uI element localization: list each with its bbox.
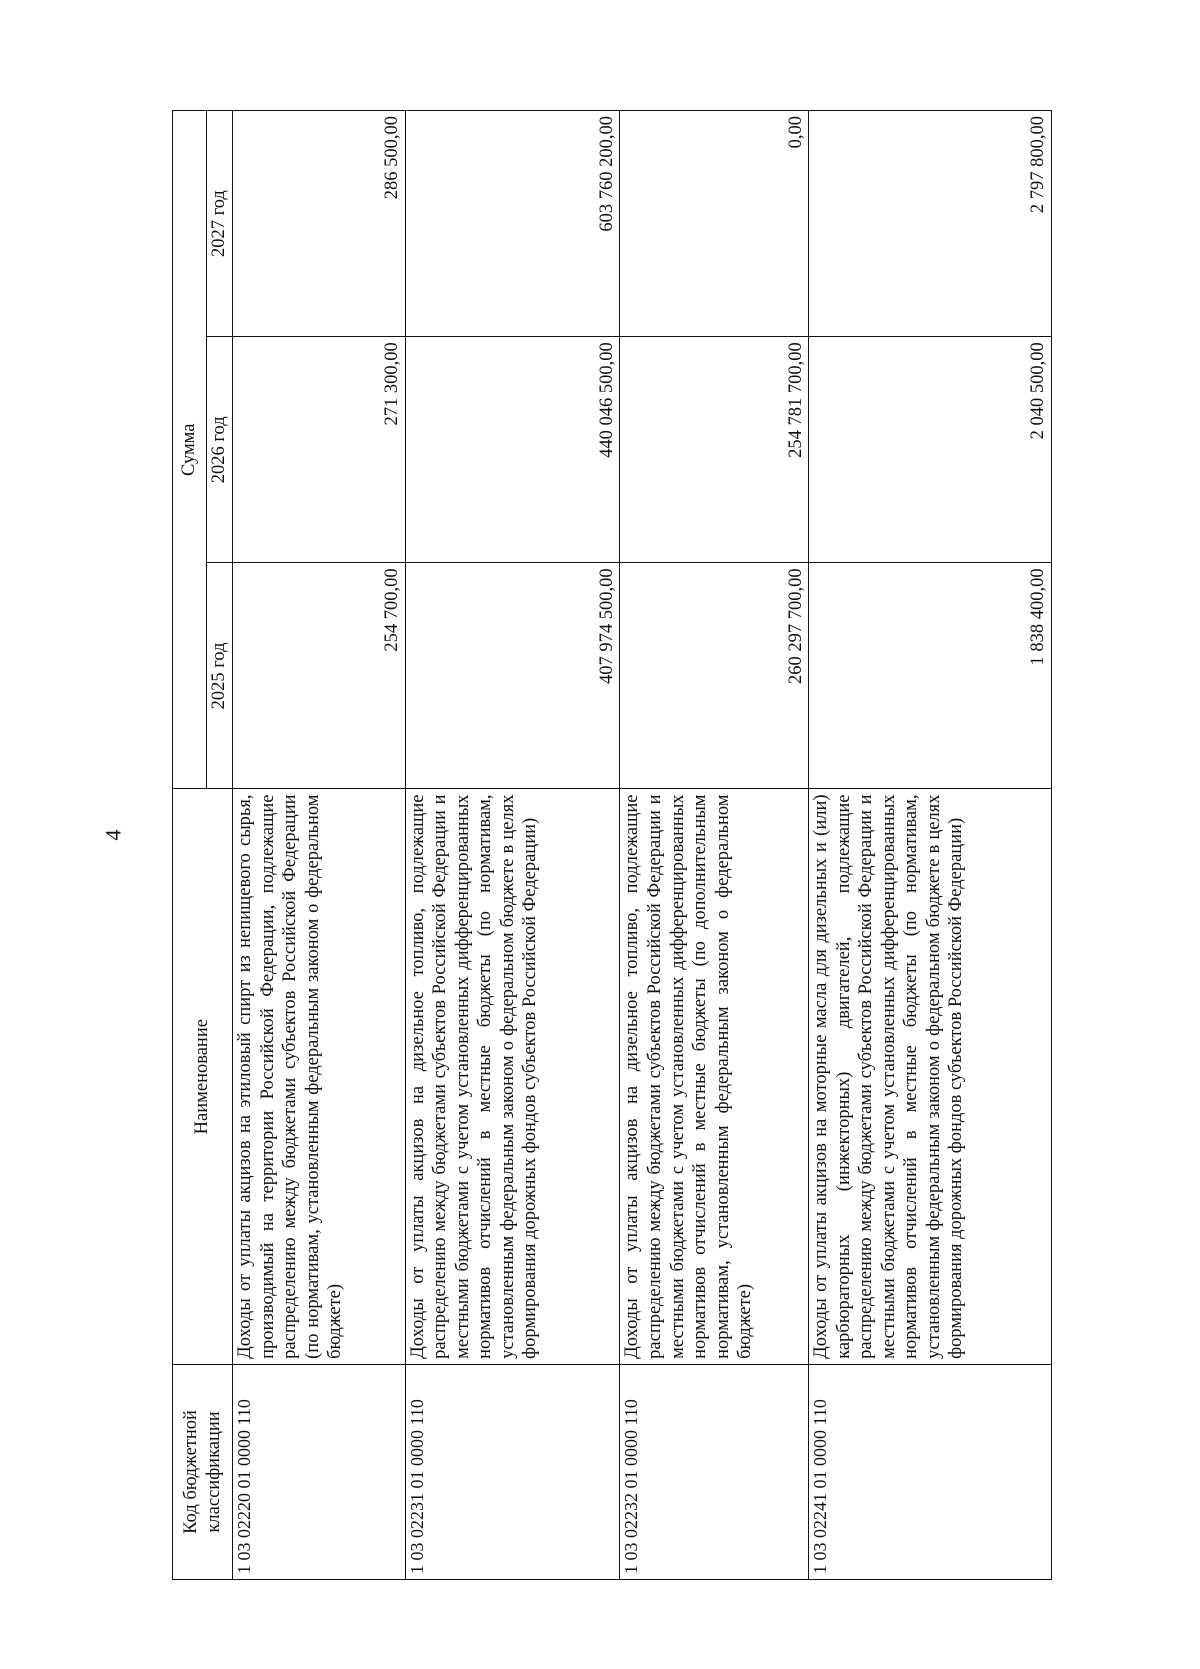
- header-year-2027: 2027 год: [207, 111, 233, 337]
- table-row: [620, 111, 809, 1580]
- row-code: 1 03 02241 01 0000 110: [809, 1364, 1052, 1579]
- row-value-2025: 254 700,00: [233, 563, 406, 789]
- header-code: Код бюджетной классификации: [173, 1364, 233, 1579]
- row-value-2027: 2 797 800,00: [809, 111, 1052, 337]
- budget-table: [172, 110, 1052, 1580]
- row-value-2026: 254 781 700,00: [620, 337, 809, 563]
- header-sum: Сумма: [173, 111, 207, 789]
- row-name: Доходы от уплаты акцизов на моторные масла для дизельных и (или) карбюраторных (инжекторных) двигателей, подлежащие распределению между бюджетами субъектов Российской Федерации и местными бюджетами с учетом установленных дифференцированных нормативов отчислений в местные бюджеты (по нормативам, установленным федеральным законом о федеральном бюджете в целях формирования дорожных фондов субъектов Российской Федерации): [809, 789, 1052, 1364]
- row-value-2026: 440 046 500,00: [405, 337, 620, 563]
- rotated-table-wrapper: [172, 110, 1052, 1580]
- table-row: [405, 111, 620, 1580]
- row-value-2026: 271 300,00: [233, 337, 406, 563]
- row-value-2027: 0,00: [620, 111, 809, 337]
- row-name: Доходы от уплаты акцизов на дизельное топливо, подлежащие распределению между бюджетами субъектов Российской Федерации и местными бюджетами с учетом установленных дифференцированных нормативов отчислений в местные бюджеты (по нормативам, установленным федеральным законом о федеральном бюджете в целях формирования дорожных фондов субъектов Российской Федерации): [405, 789, 620, 1364]
- row-code: 1 03 02232 01 0000 110: [620, 1364, 809, 1579]
- table-row: [809, 111, 1052, 1580]
- table-row: [233, 111, 406, 1580]
- row-name: Доходы от уплаты акцизов на дизельное топливо, подлежащие распределению между бюджетами субъектов Российской Федерации и местными бюджетами с учетом установленных дифференцированных нормативов отчислений в местные бюджеты (по дополнительным нормативам, установленным федеральным законом о федеральном бюджете): [620, 789, 809, 1364]
- row-value-2025: 407 974 500,00: [405, 563, 620, 789]
- row-value-2025: 260 297 700,00: [620, 563, 809, 789]
- row-value-2025: 1 838 400,00: [809, 563, 1052, 789]
- row-code: 1 03 02220 01 0000 110: [233, 1364, 406, 1579]
- row-value-2027: 603 760 200,00: [405, 111, 620, 337]
- header-year-2026: 2026 год: [207, 337, 233, 563]
- row-code: 1 03 02231 01 0000 110: [405, 1364, 620, 1579]
- header-year-2025: 2025 год: [207, 563, 233, 789]
- page-number: 4: [100, 829, 126, 841]
- row-name: Доходы от уплаты акцизов на этиловый спирт из непищевого сырья, производимый на территории Российской Федерации, подлежащие распределению между бюджетами субъектов Российской Федерации (по нормативам, установленным федеральным законом о федеральном бюджете): [233, 789, 406, 1364]
- row-value-2026: 2 040 500,00: [809, 337, 1052, 563]
- row-value-2027: 286 500,00: [233, 111, 406, 337]
- header-name: Наименование: [173, 789, 233, 1364]
